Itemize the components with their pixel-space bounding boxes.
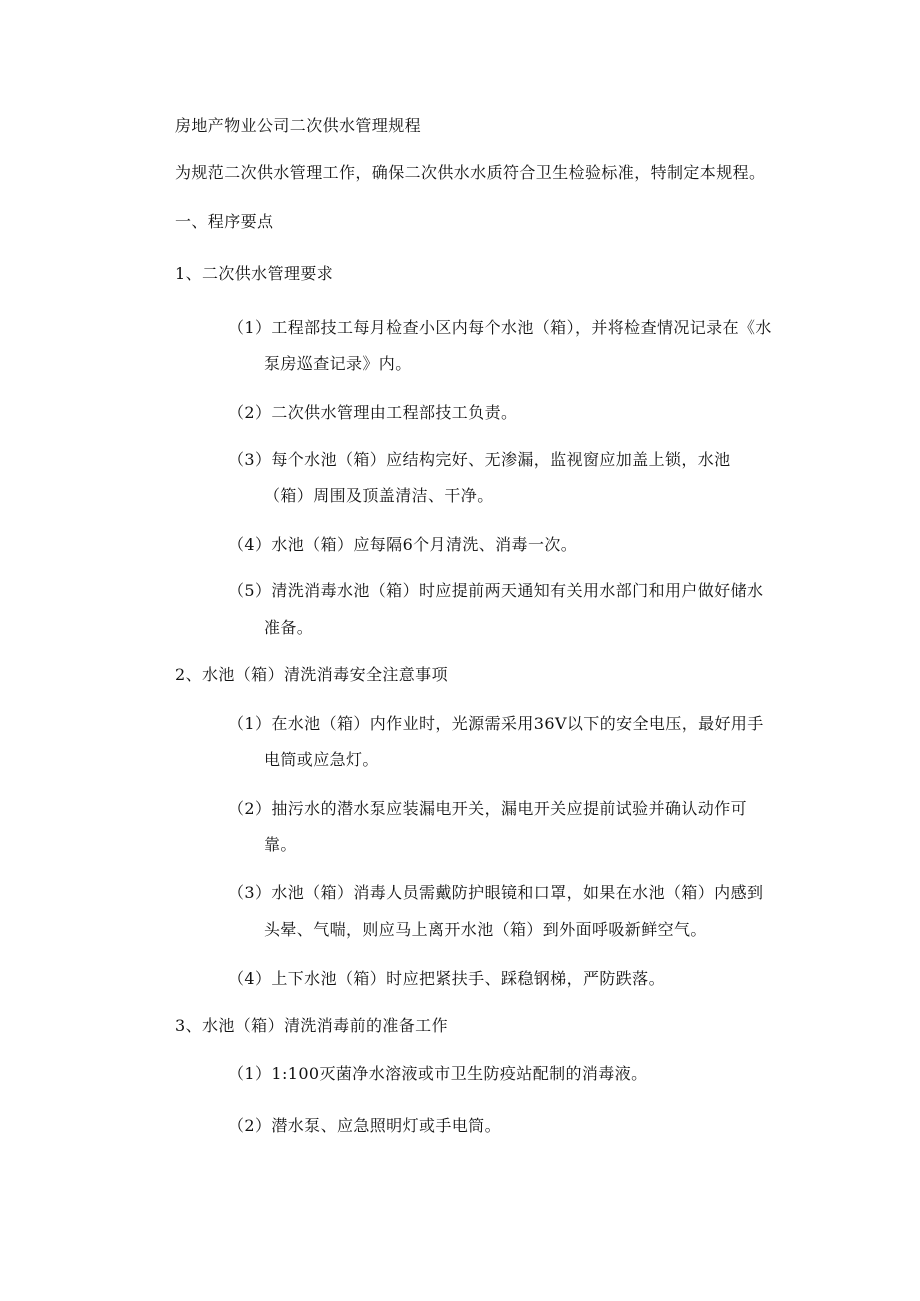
list-item: （4）水池（箱）应每隔6个月清洗、消毒一次。	[228, 535, 578, 554]
list-item: （3）每个水池（箱）应结构完好、无渗漏，监视窗应加盖上锁，水池	[228, 450, 731, 469]
intro-paragraph: 为规范二次供水管理工作，确保二次供水水质符合卫生检验标准，特制定本规程。	[175, 163, 766, 182]
list-item: （1）工程部技工每月检查小区内每个水池（箱），并将检查情况记录在《水	[228, 318, 772, 337]
list-item: （2）二次供水管理由工程部技工负责。	[228, 403, 518, 422]
list-item-continuation: 准备。	[264, 618, 314, 637]
list-item: （1）在水池（箱）内作业时，光源需采用36V以下的安全电压，最好用手	[228, 714, 764, 733]
list-item: （4）上下水池（箱）时应把紧扶手、踩稳钢梯，严防跌落。	[228, 969, 665, 988]
list-item: （2）抽污水的潜水泵应装漏电开关，漏电开关应提前试验并确认动作可	[228, 799, 747, 818]
list-item: （2）潜水泵、应急照明灯或手电筒。	[228, 1116, 501, 1135]
document-title: 房地产物业公司二次供水管理规程	[175, 116, 422, 135]
list-item-continuation: 头晕、气喘，则应马上离开水池（箱）到外面呼吸新鲜空气。	[264, 920, 707, 939]
section-heading: 一、程序要点	[175, 212, 274, 231]
list-item: （1）1:100灭菌净水溶液或市卫生防疫站配制的消毒液。	[228, 1064, 648, 1083]
subsection-heading: 3、水池（箱）清洗消毒前的准备工作	[175, 1016, 448, 1035]
list-item: （5）清洗消毒水池（箱）时应提前两天通知有关用水部门和用户做好储水	[228, 581, 764, 600]
list-item-continuation: （箱）周围及顶盖清洁、干净。	[264, 486, 494, 505]
list-item: （3）水池（箱）消毒人员需戴防护眼镜和口罩，如果在水池（箱）内感到	[228, 883, 764, 902]
list-item-continuation: 泵房巡查记录》内。	[264, 354, 412, 373]
list-item-continuation: 靠。	[264, 835, 297, 854]
list-item-continuation: 电筒或应急灯。	[264, 750, 379, 769]
subsection-heading: 1、二次供水管理要求	[175, 264, 334, 283]
subsection-heading: 2、水池（箱）清洗消毒安全注意事项	[175, 665, 448, 684]
